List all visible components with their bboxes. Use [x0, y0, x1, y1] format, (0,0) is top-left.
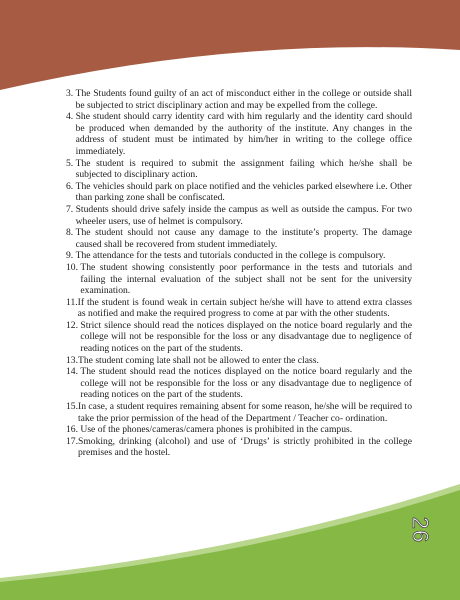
- rule-number: 7.: [66, 203, 76, 215]
- rule-number: 12.: [66, 319, 81, 331]
- rule-text: The Students found guilty of an act of misconduct either in the college or outside shall be subjected to strict disciplinary action and may be expelled from the college.: [75, 88, 412, 111]
- rule-text: Students should drive safely inside the campus as well as outside the campus. For two wheeler users, use of helmet is compulsory.: [75, 203, 412, 227]
- rule-item: [66, 297, 412, 320]
- rule-item: [66, 111, 412, 157]
- rule-item: [66, 424, 412, 436]
- top-band-shape: [0, 0, 460, 90]
- rule-number: 15.: [66, 401, 78, 413]
- rule-item: [66, 401, 412, 424]
- rule-number: 8.: [66, 227, 76, 239]
- rule-item: [66, 436, 412, 459]
- rule-text: She student should carry identity card with him regularly and the identity card should be produced when demanded by the authority of the institute. Any changes in the address of student must be intimated by him/her in writing to the college office immediately.: [75, 111, 412, 157]
- rule-text: In case, a student requires remaining absent for some reason, he/she will be required to take the prior permission of the head of the Department / Teacher co- ordination.: [78, 401, 412, 424]
- rule-number: 4.: [66, 111, 76, 123]
- rule-item: [66, 355, 412, 367]
- rule-text: Use of the phones/cameras/camera phones is prohibited in the campus.: [80, 424, 353, 436]
- rule-item: [66, 366, 412, 401]
- rule-text: The student should not cause any damage to the institute’s property. The damage caused shall be recovered from student immediately.: [75, 227, 412, 250]
- rule-number: 10.: [66, 261, 81, 273]
- rule-text: The student showing consistently poor performance in the tests and tutorials and failing the internal evaluation of the subject shall not be sent for the university examination.: [80, 261, 412, 297]
- bottom-decorative-band: [0, 480, 460, 600]
- rule-number: 11.: [66, 296, 78, 308]
- rule-item: [66, 88, 412, 111]
- rule-item: [66, 158, 412, 181]
- rule-text: The vehicles should park on place notified and the vehicles parked elsewhere i.e. Other than parking zone shall be confiscated.: [75, 180, 412, 204]
- rule-text: Smoking, drinking (alcohol) and use of ‘Drugs’ is strictly prohibited in the college premises and the hostel.: [78, 435, 412, 459]
- rule-number: 5.: [66, 157, 76, 169]
- rule-number: 16.: [66, 424, 81, 436]
- page-number: 26: [408, 516, 433, 544]
- rules-list: [66, 88, 412, 459]
- rule-number: 13.: [66, 354, 78, 366]
- rule-item: [66, 204, 412, 227]
- rule-item: [66, 181, 412, 204]
- rule-number: 14.: [66, 366, 81, 378]
- rule-item: [66, 227, 412, 250]
- rule-number: 3.: [66, 88, 76, 99]
- rule-text: Strict silence should read the notices displayed on the notice board regularly and the college will not be responsible for the loss or any disadvantage due to negligence of reading notices on the part of the students.: [80, 319, 412, 355]
- rule-text: The attendance for the tests and tutorials conducted in the college is compulsory.: [75, 250, 386, 262]
- rule-item: [66, 250, 412, 262]
- rule-text: If the student is found weak in certain subject he/she will have to attend extra classes as notified and make the required progress to come at par with the other students.: [77, 296, 412, 320]
- rule-item: [66, 262, 412, 297]
- rule-number: 17.: [66, 435, 78, 447]
- rule-number: 9.: [66, 250, 76, 262]
- rule-text: The student should read the notices displayed on the notice board regularly and the college will not be responsible for the loss or any disadvantage due to negligence of reading notices on the part of the students.: [80, 366, 412, 401]
- rule-text: The student is required to submit the assignment failing which he/she shall be subjected to disciplinary action.: [75, 157, 412, 181]
- rule-number: 6.: [66, 180, 76, 192]
- rule-item: [66, 320, 412, 355]
- rule-text: The student coming late shall not be allowed to enter the class.: [78, 354, 319, 366]
- top-decorative-band: [0, 0, 460, 90]
